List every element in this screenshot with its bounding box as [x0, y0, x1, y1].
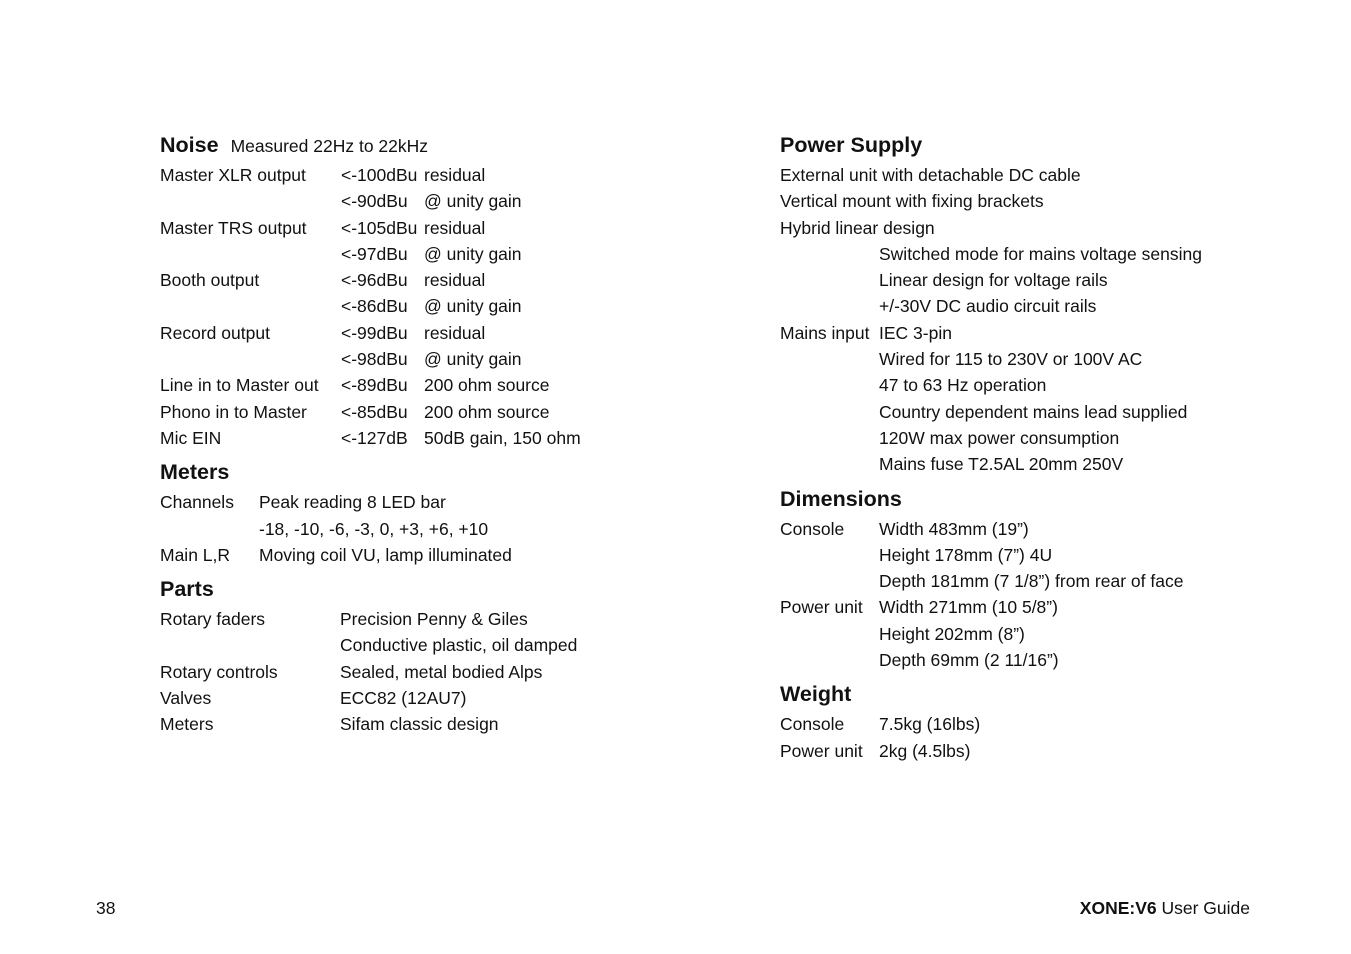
spec-value: <-85dBu	[341, 401, 408, 422]
spec-row	[160, 162, 720, 188]
spec-label	[780, 621, 879, 647]
spec-note: residual	[424, 322, 486, 343]
spec-value: IEC 3-pin	[879, 322, 952, 343]
spec-label: Record output	[160, 322, 270, 343]
weight-heading	[780, 677, 1300, 711]
spec-label	[160, 293, 341, 319]
spec-row	[780, 346, 1300, 372]
spec-row	[780, 516, 1300, 542]
spec-value: Conductive plastic, oil damped	[340, 635, 578, 656]
spec-label: Meters	[160, 714, 214, 735]
spec-label: Booth output	[160, 270, 260, 291]
spec-value: <-100dBu	[341, 165, 418, 185]
spec-row	[780, 621, 1300, 647]
spec-value: Width 271mm (10 5/8”)	[879, 597, 1058, 618]
dimensions-section	[780, 482, 1300, 674]
spec-label	[160, 516, 259, 542]
spec-value: <-86dBu	[341, 296, 408, 317]
spec-label: Mic EIN	[160, 427, 222, 448]
spec-value: Height 178mm (7”) 4U	[879, 544, 1053, 565]
spec-label: Line in to Master out	[160, 375, 319, 396]
spec-label: Power unit	[780, 740, 863, 761]
spec-row	[780, 320, 1300, 346]
spec-label	[780, 568, 879, 594]
weight-section	[780, 677, 1300, 764]
left-column	[160, 128, 720, 738]
parts-title: Parts	[160, 577, 214, 602]
footer-guide: User Guide	[1161, 898, 1250, 918]
spec-value: Peak reading 8 LED bar	[259, 492, 446, 513]
spec-label	[780, 647, 879, 673]
spec-note: @ unity gain	[424, 296, 522, 317]
spec-row	[160, 711, 720, 737]
spec-label: Main L,R	[160, 544, 231, 565]
spec-value: <-99dBu	[341, 322, 408, 343]
spec-value: Depth 69mm (2 11/16”)	[879, 650, 1059, 671]
parts-heading	[160, 572, 720, 606]
spec-label	[160, 188, 341, 214]
spec-label: Phono in to Master	[160, 401, 307, 422]
spec-value: Wired for 115 to 230V or 100V AC	[879, 349, 1143, 370]
meters-section	[160, 455, 720, 568]
footer-product: XONE:V6	[1079, 898, 1157, 918]
spec-row	[780, 594, 1300, 620]
right-column	[780, 128, 1300, 764]
spec-row	[160, 267, 720, 293]
spec-value: +/-30V DC audio circuit rails	[879, 296, 1097, 317]
spec-value: Switched mode for mains voltage sensing	[879, 243, 1202, 264]
spec-note: residual	[424, 165, 486, 185]
noise-title: Noise	[160, 133, 219, 157]
spec-value: 120W max power consumption	[879, 427, 1120, 448]
spec-row	[780, 568, 1300, 594]
spec-row	[780, 425, 1300, 451]
spec-row	[160, 685, 720, 711]
spec-value: Height 202mm (8”)	[879, 623, 1025, 644]
spec-value: -18, -10, -6, -3, 0, +3, +6, +10	[259, 518, 489, 539]
spec-value: Moving coil VU, lamp illuminated	[259, 544, 512, 565]
spec-label: Master XLR output	[160, 165, 306, 185]
spec-value: 47 to 63 Hz operation	[879, 375, 1047, 396]
meters-title: Meters	[160, 460, 230, 485]
spec-row	[780, 372, 1300, 398]
spec-value: ECC82 (12AU7)	[340, 688, 467, 709]
spec-note: 50dB gain, 150 ohm	[424, 427, 581, 448]
noise-subtitle: Measured 22Hz to 22kHz	[230, 136, 429, 156]
spec-value: Mains fuse T2.5AL 20mm 250V	[879, 454, 1124, 475]
weight-title: Weight	[780, 682, 852, 707]
spec-row	[160, 372, 720, 398]
spec-row	[780, 451, 1300, 477]
spec-label: Rotary controls	[160, 661, 278, 682]
spec-value: Country dependent mains lead supplied	[879, 401, 1188, 422]
spec-value: Depth 181mm (7 1/8”) from rear of face	[879, 571, 1184, 592]
spec-value: Sealed, metal bodied Alps	[340, 661, 543, 682]
spec-value: Precision Penny & Giles	[340, 609, 528, 630]
spec-row	[160, 346, 720, 372]
page-number: 38	[96, 898, 116, 918]
spec-value: <-97dBu	[341, 243, 408, 264]
spec-value: <-96dBu	[341, 270, 408, 291]
spec-note: residual	[424, 270, 486, 291]
spec-row	[780, 267, 1300, 293]
spec-label: Mains input	[780, 322, 870, 343]
spec-value: 2kg (4.5lbs)	[879, 740, 971, 761]
spec-value: <-127dB	[341, 427, 408, 448]
spec-line: Hybrid linear design	[780, 217, 935, 238]
spec-label: Valves	[160, 688, 212, 709]
spec-label	[160, 241, 341, 267]
spec-row	[160, 659, 720, 685]
spec-row	[160, 632, 720, 658]
power-supply-section	[780, 128, 1300, 478]
spec-row	[160, 241, 720, 267]
spec-value: Sifam classic design	[340, 714, 499, 735]
spec-note: residual	[424, 217, 486, 238]
spec-label	[780, 542, 879, 568]
spec-label: Console	[780, 714, 845, 735]
spec-row	[160, 425, 720, 451]
spec-label: Master TRS output	[160, 217, 307, 238]
spec-note: @ unity gain	[424, 349, 522, 370]
spec-row	[160, 542, 720, 568]
spec-label	[160, 632, 340, 658]
spec-note: 200 ohm source	[424, 375, 550, 396]
parts-section	[160, 572, 720, 737]
spec-row	[780, 738, 1300, 764]
spec-line: Vertical mount with fixing brackets	[780, 191, 1044, 212]
spec-value: <-89dBu	[341, 375, 408, 396]
spec-row	[160, 215, 720, 241]
spec-value: <-90dBu	[341, 191, 408, 212]
spec-row	[160, 489, 720, 515]
spec-row	[160, 320, 720, 346]
noise-section	[160, 128, 720, 451]
spec-row	[780, 293, 1300, 319]
spec-value: Linear design for voltage rails	[879, 270, 1108, 291]
dimensions-heading	[780, 482, 1300, 516]
spec-row	[160, 188, 720, 214]
power-supply-title: Power Supply	[780, 133, 923, 157]
spec-row	[160, 293, 720, 319]
spec-line: External unit with detachable DC cable	[780, 165, 1081, 185]
spec-row	[160, 606, 720, 632]
spec-row	[780, 399, 1300, 425]
spec-row	[780, 241, 1300, 267]
spec-label: Power unit	[780, 597, 863, 618]
spec-value: 7.5kg (16lbs)	[879, 714, 981, 735]
spec-row	[160, 516, 720, 542]
spec-label: Console	[780, 518, 845, 539]
spec-label: Rotary faders	[160, 609, 266, 630]
spec-label	[160, 346, 341, 372]
spec-note: @ unity gain	[424, 243, 522, 264]
power-supply-heading	[780, 128, 1300, 162]
spec-value: <-105dBu	[341, 217, 418, 238]
dimensions-title: Dimensions	[780, 486, 902, 511]
spec-row	[780, 647, 1300, 673]
spec-row	[780, 542, 1300, 568]
spec-value: Width 483mm (19”)	[879, 518, 1029, 539]
spec-row	[160, 399, 720, 425]
spec-label: Channels	[160, 492, 234, 513]
noise-heading	[160, 128, 720, 162]
spec-row	[780, 711, 1300, 737]
spec-note: @ unity gain	[424, 191, 522, 212]
meters-heading	[160, 455, 720, 489]
spec-note: 200 ohm source	[424, 401, 550, 422]
spec-value: <-98dBu	[341, 349, 408, 370]
footer-title	[1080, 898, 1250, 919]
